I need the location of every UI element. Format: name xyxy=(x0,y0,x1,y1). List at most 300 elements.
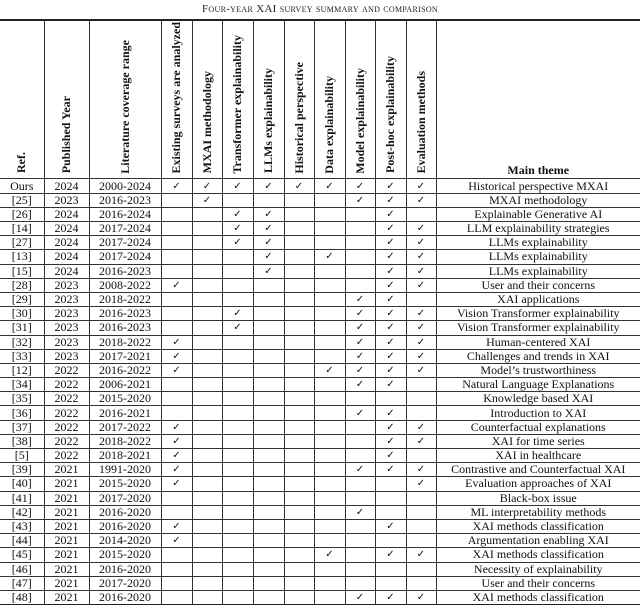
check-icon: ✓ xyxy=(416,421,426,433)
header-flag-label: Transformer explainability xyxy=(230,34,244,174)
flag-cell xyxy=(222,576,253,590)
flag-cell xyxy=(345,534,375,548)
table-row xyxy=(0,193,640,207)
range-cell: 2016-2023 xyxy=(89,264,161,278)
flag-cell xyxy=(192,449,222,463)
table-row xyxy=(0,534,640,548)
check-icon: ✓ xyxy=(355,308,365,320)
ref-cell: [38] xyxy=(0,434,44,448)
flag-cell xyxy=(345,321,375,335)
ref-cell: [28] xyxy=(0,278,44,292)
year-cell: 2021 xyxy=(44,477,89,491)
year-cell: 2022 xyxy=(44,378,89,392)
range-cell: 2017-2020 xyxy=(89,576,161,590)
flag-cell xyxy=(222,449,253,463)
header-flag xyxy=(192,20,222,179)
flag-cell xyxy=(345,307,375,321)
ref-cell: [13] xyxy=(0,250,44,264)
flag-cell xyxy=(161,463,192,477)
flag-cell xyxy=(314,307,345,321)
flag-cell xyxy=(284,449,314,463)
year-cell: 2021 xyxy=(44,590,89,604)
check-icon: ✓ xyxy=(386,435,395,447)
check-icon: ✓ xyxy=(355,506,365,518)
theme-cell: Historical perspective MXAI xyxy=(436,179,640,193)
theme-cell: Human-centered XAI xyxy=(436,335,640,349)
flag-cell xyxy=(253,392,284,406)
flag-cell xyxy=(375,491,406,505)
range-cell: 2016-2022 xyxy=(89,363,161,377)
flag-cell xyxy=(345,278,375,292)
flag-cell xyxy=(314,222,345,236)
flag-cell xyxy=(345,179,375,193)
flag-cell xyxy=(406,491,436,505)
flag-cell xyxy=(253,222,284,236)
range-cell: 2008-2022 xyxy=(89,278,161,292)
flag-cell xyxy=(406,222,436,236)
check-icon: ✓ xyxy=(172,464,181,476)
flag-cell xyxy=(406,321,436,335)
theme-cell: ML interpretability methods xyxy=(436,505,640,519)
theme-cell: LLMs explainability xyxy=(436,250,640,264)
flag-cell xyxy=(375,477,406,491)
flag-cell xyxy=(161,193,192,207)
theme-cell: Contrastive and Counterfactual XAI xyxy=(436,463,640,477)
flag-cell xyxy=(406,392,436,406)
flag-cell xyxy=(222,590,253,604)
flag-cell xyxy=(345,349,375,363)
flag-cell xyxy=(406,562,436,576)
table-row xyxy=(0,406,640,420)
flag-cell xyxy=(192,434,222,448)
flag-cell xyxy=(222,193,253,207)
check-icon: ✓ xyxy=(386,591,395,603)
flag-cell xyxy=(314,477,345,491)
flag-cell xyxy=(284,207,314,221)
year-cell: 2024 xyxy=(44,222,89,236)
flag-cell xyxy=(314,321,345,335)
year-cell: 2022 xyxy=(44,363,89,377)
flag-cell xyxy=(253,590,284,604)
check-icon: ✓ xyxy=(233,308,242,320)
flag-cell xyxy=(314,179,345,193)
flag-cell xyxy=(375,378,406,392)
flag-cell xyxy=(253,548,284,562)
year-cell: 2022 xyxy=(44,449,89,463)
flag-cell xyxy=(161,562,192,576)
year-cell: 2024 xyxy=(44,264,89,278)
flag-cell xyxy=(253,420,284,434)
theme-cell: Model’s trustworthiness xyxy=(436,363,640,377)
flag-cell xyxy=(161,321,192,335)
flag-cell xyxy=(345,406,375,420)
flag-cell xyxy=(314,590,345,604)
flag-cell xyxy=(192,335,222,349)
flag-cell xyxy=(284,505,314,519)
check-icon: ✓ xyxy=(386,464,395,476)
flag-cell xyxy=(406,434,436,448)
check-icon: ✓ xyxy=(416,251,426,263)
flag-cell xyxy=(253,264,284,278)
flag-cell xyxy=(345,392,375,406)
theme-cell: XAI in healthcare xyxy=(436,449,640,463)
flag-cell xyxy=(284,562,314,576)
check-icon: ✓ xyxy=(386,521,395,533)
flag-cell xyxy=(192,519,222,533)
flag-cell xyxy=(161,534,192,548)
check-icon: ✓ xyxy=(416,180,426,192)
flag-cell xyxy=(192,548,222,562)
check-icon: ✓ xyxy=(416,237,426,249)
header-ref xyxy=(0,20,44,179)
flag-cell xyxy=(222,548,253,562)
flag-cell xyxy=(406,307,436,321)
flag-cell xyxy=(314,491,345,505)
check-icon: ✓ xyxy=(264,251,273,263)
ref-cell: [27] xyxy=(0,236,44,250)
flag-cell xyxy=(284,548,314,562)
header-flag xyxy=(161,20,192,179)
flag-cell xyxy=(375,349,406,363)
check-icon: ✓ xyxy=(416,308,426,320)
flag-cell xyxy=(161,278,192,292)
theme-cell: Challenges and trends in XAI xyxy=(436,349,640,363)
flag-cell xyxy=(253,250,284,264)
theme-cell: XAI methods classification xyxy=(436,590,640,604)
table-row xyxy=(0,363,640,377)
theme-cell: Evaluation approaches of XAI xyxy=(436,477,640,491)
flag-cell xyxy=(222,307,253,321)
header-year-label: Published Year xyxy=(59,96,73,174)
table-row xyxy=(0,292,640,306)
check-icon: ✓ xyxy=(416,435,426,447)
flag-cell xyxy=(222,278,253,292)
theme-cell: Counterfactual explanations xyxy=(436,420,640,434)
check-icon: ✓ xyxy=(172,535,181,547)
flag-cell xyxy=(161,491,192,505)
flag-cell xyxy=(345,576,375,590)
flag-cell xyxy=(253,477,284,491)
theme-cell: Black-box issue xyxy=(436,491,640,505)
flag-cell xyxy=(406,335,436,349)
check-icon: ✓ xyxy=(264,265,273,277)
check-icon: ✓ xyxy=(233,223,242,235)
flag-cell xyxy=(253,207,284,221)
flag-cell xyxy=(222,392,253,406)
ref-cell: [15] xyxy=(0,264,44,278)
flag-cell xyxy=(314,278,345,292)
year-cell: 2022 xyxy=(44,392,89,406)
flag-cell xyxy=(314,363,345,377)
flag-cell xyxy=(314,236,345,250)
ref-cell: [36] xyxy=(0,406,44,420)
flag-cell xyxy=(314,562,345,576)
check-icon: ✓ xyxy=(325,549,334,561)
flag-cell xyxy=(161,434,192,448)
flag-cell xyxy=(253,292,284,306)
theme-cell: User and their concerns xyxy=(436,576,640,590)
flag-cell xyxy=(192,392,222,406)
flag-cell xyxy=(192,222,222,236)
ref-cell: [42] xyxy=(0,505,44,519)
flag-cell xyxy=(284,264,314,278)
range-cell: 2015-2020 xyxy=(89,477,161,491)
flag-cell xyxy=(375,236,406,250)
check-icon: ✓ xyxy=(355,350,365,362)
check-icon: ✓ xyxy=(355,464,365,476)
flag-cell xyxy=(284,292,314,306)
flag-cell xyxy=(161,264,192,278)
header-flag xyxy=(222,20,253,179)
header-flag xyxy=(314,20,345,179)
range-cell: 2017-2024 xyxy=(89,222,161,236)
flag-cell xyxy=(222,406,253,420)
flag-cell xyxy=(253,193,284,207)
check-icon: ✓ xyxy=(386,279,395,291)
header-flag xyxy=(345,20,375,179)
flag-cell xyxy=(192,491,222,505)
table-row xyxy=(0,463,640,477)
check-icon: ✓ xyxy=(233,237,242,249)
flag-cell xyxy=(161,519,192,533)
flag-cell xyxy=(253,449,284,463)
flag-cell xyxy=(284,576,314,590)
range-cell: 2017-2021 xyxy=(89,349,161,363)
year-cell: 2021 xyxy=(44,576,89,590)
flag-cell xyxy=(406,477,436,491)
check-icon: ✓ xyxy=(416,336,426,348)
flag-cell xyxy=(284,349,314,363)
flag-cell xyxy=(284,363,314,377)
flag-cell xyxy=(192,534,222,548)
flag-cell xyxy=(222,179,253,193)
table-row xyxy=(0,392,640,406)
ref-cell: [25] xyxy=(0,193,44,207)
table-body xyxy=(0,179,640,605)
table-row xyxy=(0,519,640,533)
check-icon: ✓ xyxy=(172,478,181,490)
flag-cell xyxy=(345,207,375,221)
check-icon: ✓ xyxy=(386,308,395,320)
flag-cell xyxy=(284,406,314,420)
check-icon: ✓ xyxy=(172,336,181,348)
range-cell: 2017-2024 xyxy=(89,236,161,250)
check-icon: ✓ xyxy=(386,450,395,462)
check-icon: ✓ xyxy=(416,364,426,376)
flag-cell xyxy=(375,193,406,207)
flag-cell xyxy=(253,505,284,519)
flag-cell xyxy=(222,250,253,264)
flag-cell xyxy=(406,264,436,278)
flag-cell xyxy=(375,335,406,349)
range-cell: 2018-2022 xyxy=(89,335,161,349)
check-icon: ✓ xyxy=(325,180,334,192)
flag-cell xyxy=(284,519,314,533)
ref-cell: [14] xyxy=(0,222,44,236)
header-flag-label: Historical perspective xyxy=(291,61,306,174)
table-row xyxy=(0,236,640,250)
flag-cell xyxy=(345,236,375,250)
flag-cell xyxy=(284,278,314,292)
flag-cell xyxy=(222,264,253,278)
flag-cell xyxy=(375,449,406,463)
year-cell: 2021 xyxy=(44,562,89,576)
theme-cell: XAI methods classification xyxy=(436,519,640,533)
flag-cell xyxy=(253,363,284,377)
check-icon: ✓ xyxy=(416,279,426,291)
table-row xyxy=(0,548,640,562)
year-cell: 2024 xyxy=(44,179,89,193)
table-row xyxy=(0,434,640,448)
check-icon: ✓ xyxy=(172,435,181,447)
check-icon: ✓ xyxy=(172,180,181,192)
check-icon: ✓ xyxy=(355,364,365,376)
header-flag-label: MXAI methodology xyxy=(199,71,214,174)
table-row xyxy=(0,449,640,463)
check-icon: ✓ xyxy=(386,549,395,561)
flag-cell xyxy=(161,292,192,306)
year-cell: 2023 xyxy=(44,321,89,335)
check-icon: ✓ xyxy=(172,279,181,291)
flag-cell xyxy=(375,590,406,604)
flag-cell xyxy=(375,222,406,236)
flag-cell xyxy=(406,363,436,377)
theme-cell: Necessity of explainability xyxy=(436,562,640,576)
table-row xyxy=(0,477,640,491)
flag-cell xyxy=(314,505,345,519)
header-theme xyxy=(436,20,640,179)
check-icon: ✓ xyxy=(294,180,304,192)
flag-cell xyxy=(375,562,406,576)
flag-cell xyxy=(406,292,436,306)
year-cell: 2024 xyxy=(44,207,89,221)
flag-cell xyxy=(284,222,314,236)
flag-cell xyxy=(192,590,222,604)
flag-cell xyxy=(314,378,345,392)
check-icon: ✓ xyxy=(355,336,365,348)
flag-cell xyxy=(375,505,406,519)
ref-cell: [32] xyxy=(0,335,44,349)
flag-cell xyxy=(284,477,314,491)
table-row xyxy=(0,590,640,604)
check-icon: ✓ xyxy=(233,322,242,334)
check-icon: ✓ xyxy=(355,407,365,419)
flag-cell xyxy=(284,463,314,477)
table-row xyxy=(0,505,640,519)
range-cell: 2016-2023 xyxy=(89,321,161,335)
range-cell: 2018-2021 xyxy=(89,449,161,463)
check-icon: ✓ xyxy=(416,464,426,476)
flag-cell xyxy=(253,349,284,363)
flag-cell xyxy=(222,321,253,335)
check-icon: ✓ xyxy=(264,208,273,220)
flag-cell xyxy=(406,349,436,363)
flag-cell xyxy=(253,519,284,533)
header-flag-label: Existing surveys are analyzed xyxy=(169,22,183,174)
table-row xyxy=(0,576,640,590)
flag-cell xyxy=(222,491,253,505)
year-cell: 2023 xyxy=(44,278,89,292)
flag-cell xyxy=(314,519,345,533)
flag-cell xyxy=(161,349,192,363)
header-range xyxy=(89,20,161,179)
flag-cell xyxy=(314,576,345,590)
flag-cell xyxy=(253,434,284,448)
check-icon: ✓ xyxy=(233,208,242,220)
table-row xyxy=(0,179,640,193)
check-icon: ✓ xyxy=(172,421,181,433)
flag-cell xyxy=(406,590,436,604)
flag-cell xyxy=(192,236,222,250)
range-cell: 2016-2024 xyxy=(89,207,161,221)
flag-cell xyxy=(192,463,222,477)
header-flag-label: Model explainability xyxy=(352,67,367,174)
flag-cell xyxy=(375,264,406,278)
ref-cell: [26] xyxy=(0,207,44,221)
flag-cell xyxy=(375,534,406,548)
check-icon: ✓ xyxy=(386,421,395,433)
range-cell: 2014-2020 xyxy=(89,534,161,548)
flag-cell xyxy=(192,406,222,420)
check-icon: ✓ xyxy=(386,350,395,362)
year-cell: 2023 xyxy=(44,335,89,349)
flag-cell xyxy=(284,321,314,335)
flag-cell xyxy=(253,406,284,420)
year-cell: 2021 xyxy=(44,491,89,505)
flag-cell xyxy=(314,406,345,420)
range-cell: 2016-2023 xyxy=(89,307,161,321)
ref-cell: [33] xyxy=(0,349,44,363)
theme-cell: Natural Language Explanations xyxy=(436,378,640,392)
flag-cell xyxy=(375,420,406,434)
table-row xyxy=(0,335,640,349)
flag-cell xyxy=(375,292,406,306)
range-cell: 2017-2020 xyxy=(89,491,161,505)
ref-cell: [47] xyxy=(0,576,44,590)
flag-cell xyxy=(406,548,436,562)
check-icon: ✓ xyxy=(386,265,395,277)
flag-cell xyxy=(161,207,192,221)
flag-cell xyxy=(345,505,375,519)
flag-cell xyxy=(314,207,345,221)
theme-cell: Vision Transformer explainability xyxy=(436,321,640,335)
header-range-label: Literature coverage range xyxy=(117,39,132,174)
flag-cell xyxy=(222,420,253,434)
check-icon: ✓ xyxy=(386,180,395,192)
check-icon: ✓ xyxy=(416,322,426,334)
flag-cell xyxy=(253,179,284,193)
flag-cell xyxy=(192,307,222,321)
range-cell: 2017-2022 xyxy=(89,420,161,434)
flag-cell xyxy=(406,278,436,292)
flag-cell xyxy=(345,519,375,533)
year-cell: 2024 xyxy=(44,236,89,250)
flag-cell xyxy=(192,420,222,434)
flag-cell xyxy=(345,363,375,377)
flag-cell xyxy=(222,519,253,533)
flag-cell xyxy=(345,420,375,434)
check-icon: ✓ xyxy=(386,294,395,306)
flag-cell xyxy=(222,434,253,448)
flag-cell xyxy=(314,349,345,363)
check-icon: ✓ xyxy=(355,194,365,206)
range-cell: 2016-2020 xyxy=(89,519,161,533)
check-icon: ✓ xyxy=(386,223,395,235)
range-cell: 2017-2024 xyxy=(89,250,161,264)
ref-cell: [37] xyxy=(0,420,44,434)
check-icon: ✓ xyxy=(386,322,395,334)
flag-cell xyxy=(161,335,192,349)
